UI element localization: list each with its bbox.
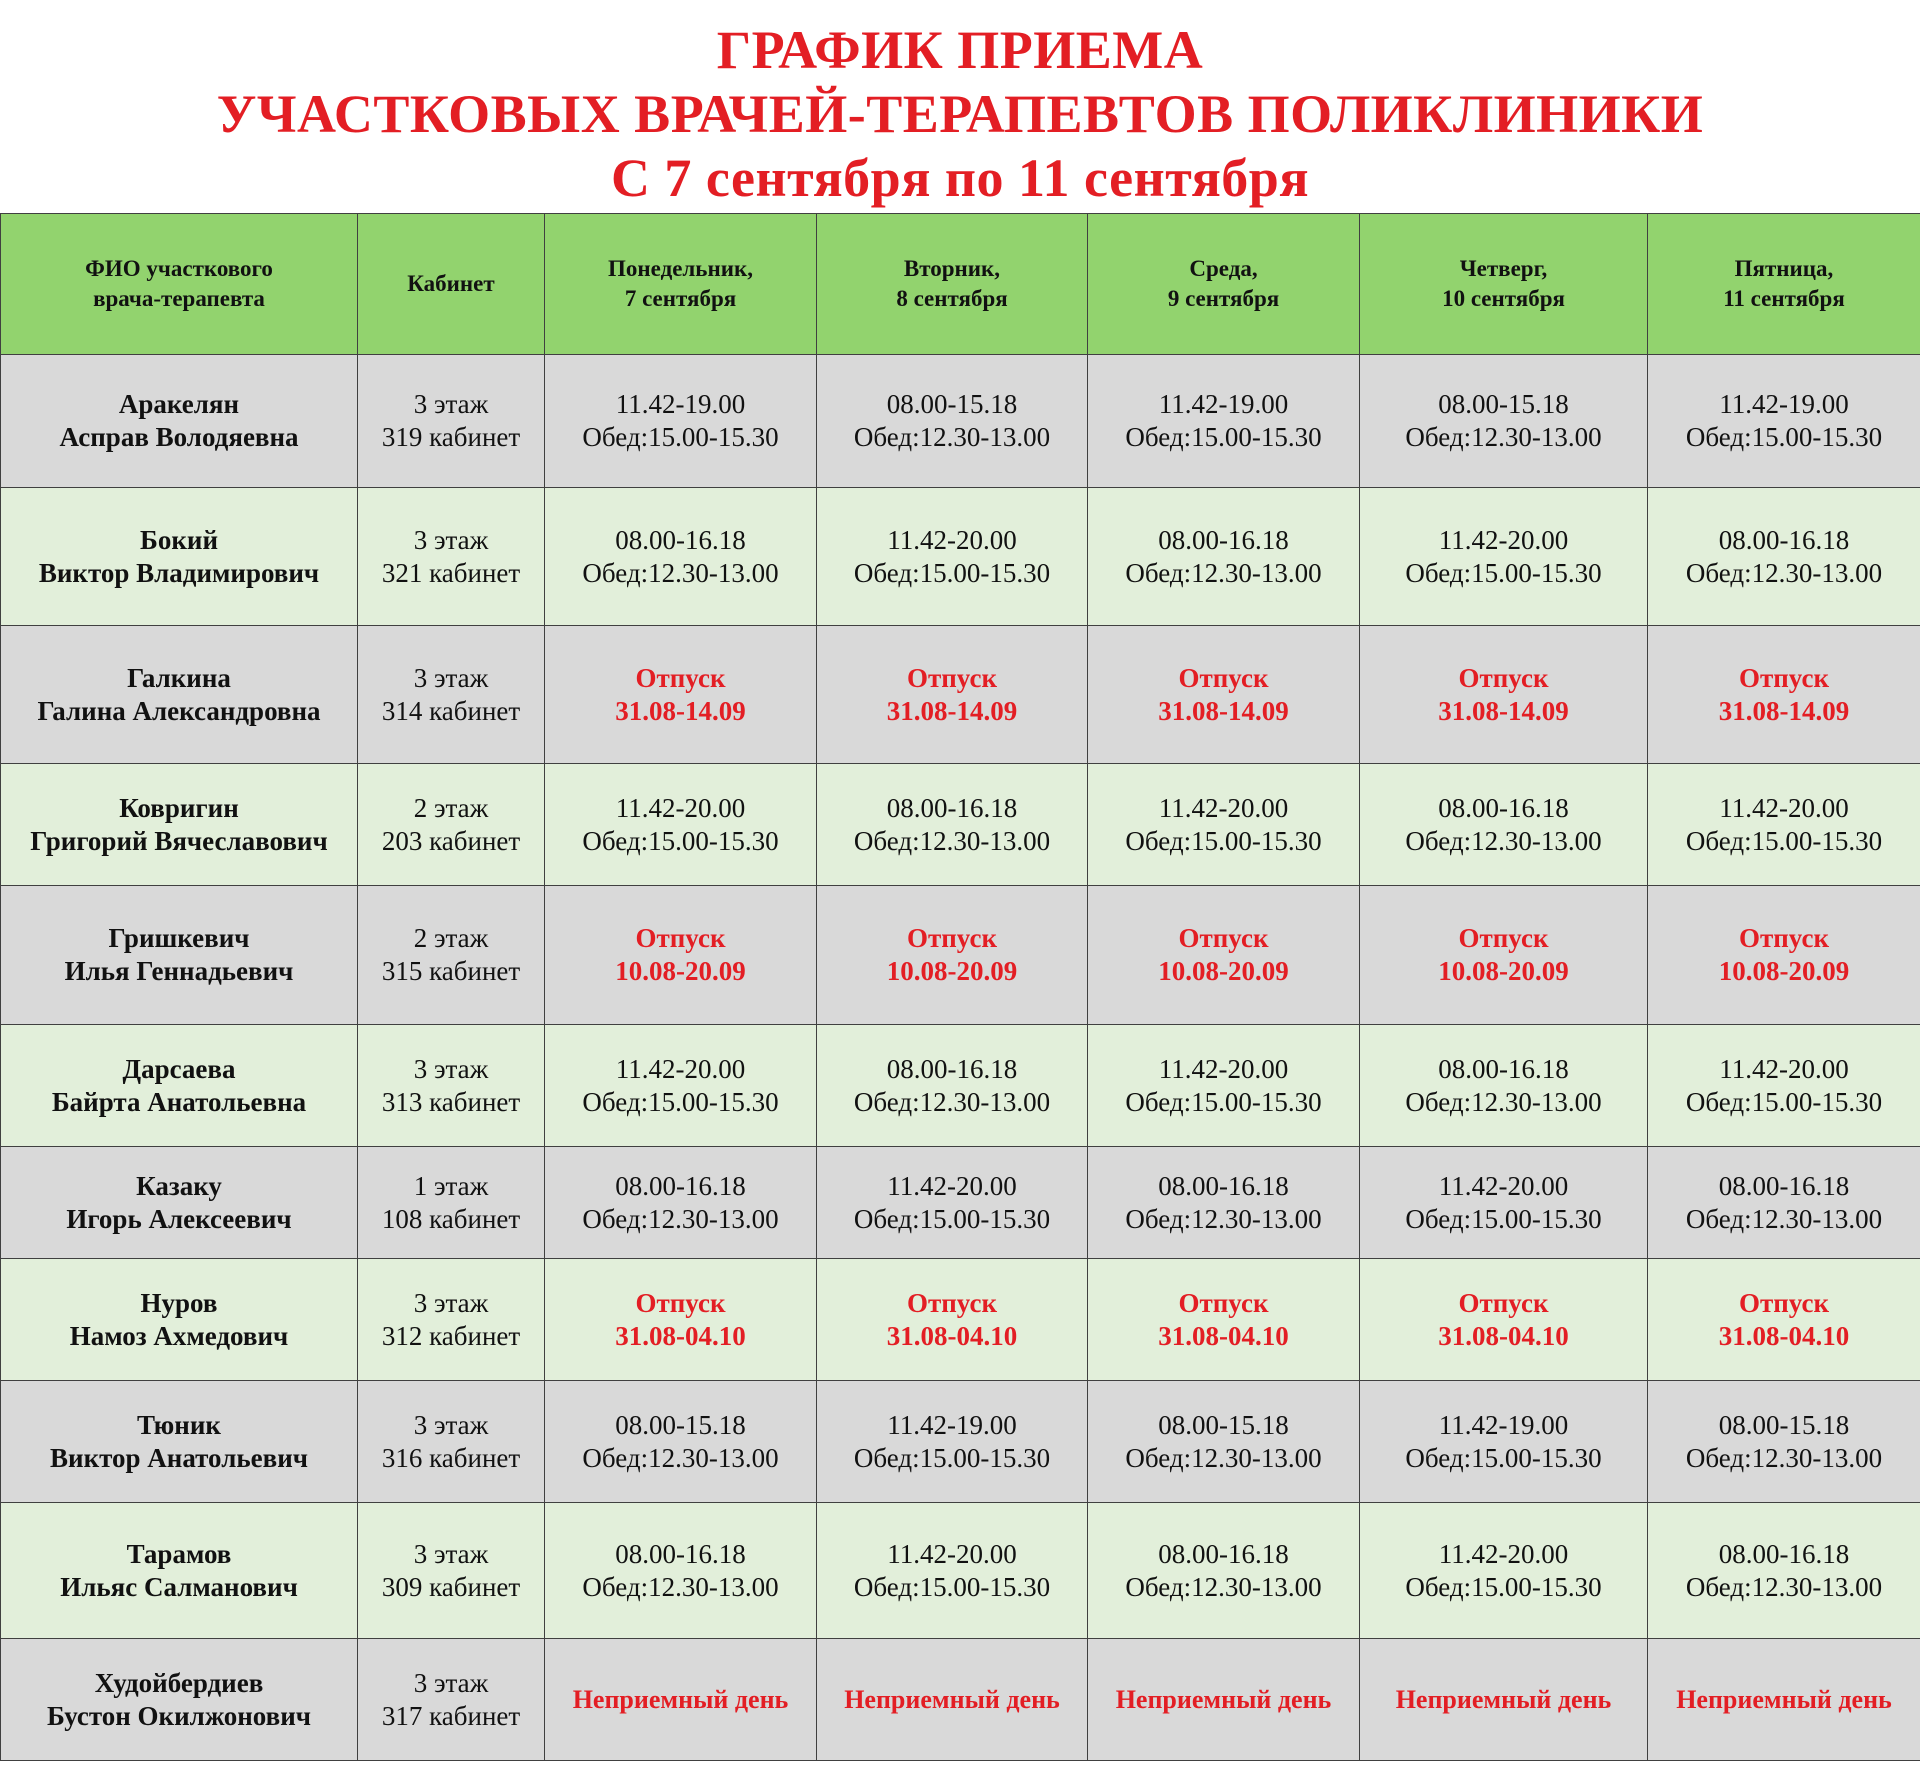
schedule-cell <box>817 1259 1088 1381</box>
schedule-cell <box>1088 1259 1360 1381</box>
schedule-text: Неприемный день <box>572 1685 789 1714</box>
schedule-cell <box>1360 355 1648 488</box>
header-text: врача-терапевта <box>93 286 265 311</box>
schedule-text: 31.08-14.09 <box>886 695 1018 726</box>
room-text: 108 кабинет <box>381 1203 521 1234</box>
schedule-text: Обед:12.30-13.00 <box>582 1571 779 1602</box>
room-text: 203 кабинет <box>381 825 521 856</box>
schedule-cell <box>1648 1381 1920 1503</box>
schedule-text: 11.42-20.00 <box>1438 524 1569 555</box>
room-cell <box>358 1381 545 1503</box>
doctor-name-cell <box>1 1639 358 1761</box>
room-text: 314 кабинет <box>381 695 521 726</box>
schedule-text: Обед:15.00-15.30 <box>1405 1442 1602 1473</box>
schedule-text: 11.42-19.00 <box>1158 389 1289 419</box>
schedule-cell <box>817 488 1088 626</box>
schedule-cell <box>1648 1147 1920 1259</box>
header-text: 10 сентября <box>1442 286 1565 311</box>
schedule-text: 11.42-20.00 <box>1158 1053 1289 1084</box>
header-text: 8 сентября <box>896 286 1008 311</box>
doctor-name-text: Ковригин <box>119 792 239 823</box>
schedule-text: Обед:15.00-15.30 <box>853 1571 1051 1602</box>
schedule-text: Обед:15.00-15.30 <box>1405 1571 1602 1602</box>
schedule-text: 11.42-20.00 <box>615 1053 746 1084</box>
schedule-text: Обед:12.30-13.00 <box>1125 1571 1322 1602</box>
room-text: 3 этаж <box>413 1053 489 1084</box>
schedule-text: Обед:15.00-15.30 <box>1125 825 1322 856</box>
schedule-text: 31.08-04.10 <box>1438 1320 1569 1351</box>
table-row <box>1 488 1920 626</box>
schedule-text: Отпуск <box>1738 923 1830 953</box>
schedule-text: 11.42-20.00 <box>887 1538 1017 1569</box>
header-text: Четверг, <box>1459 256 1548 281</box>
room-text: 1 этаж <box>413 1170 489 1201</box>
schedule-text: Обед:15.00-15.30 <box>1685 825 1883 856</box>
doctor-name-text: Асправ Володяевна <box>59 422 299 452</box>
schedule-text: Обед:12.30-13.00 <box>853 1086 1051 1117</box>
schedule-text: 08.00-16.18 <box>1158 1538 1289 1569</box>
schedule-cell <box>1360 626 1648 764</box>
schedule-text: 10.08-20.09 <box>1718 956 1850 986</box>
room-text: 3 этаж <box>413 1667 489 1698</box>
schedule-cell <box>1648 488 1920 626</box>
header-friday <box>1648 214 1920 355</box>
schedule-text: 08.00-15.18 <box>615 1409 746 1440</box>
doctor-name-text: Виктор Анатольевич <box>50 1442 308 1473</box>
doctor-name-text: Григорий Вячеславович <box>30 825 328 856</box>
schedule-text: 08.00-16.18 <box>615 524 746 555</box>
schedule-text: Обед:12.30-13.00 <box>1685 557 1883 588</box>
schedule-cell <box>817 764 1088 886</box>
schedule-text: 08.00-16.18 <box>1718 1538 1850 1569</box>
schedule-text: 31.08-14.09 <box>1718 695 1850 726</box>
schedule-text: Обед:15.00-15.30 <box>1125 1086 1322 1117</box>
date-range: С 7 сентября по 11 сентября <box>610 148 1310 208</box>
doctor-name-cell <box>1 626 358 764</box>
schedule-text: 11.42-19.00 <box>1719 389 1849 419</box>
room-cell <box>358 764 545 886</box>
page-title: ГРАФИК ПРИЕМА <box>716 20 1204 80</box>
schedule-text: Отпуск <box>1458 1287 1549 1318</box>
doctor-name-text: Бокий <box>139 524 219 555</box>
schedule-cell <box>817 355 1088 488</box>
doctor-name-text: Намоз Ахмедович <box>69 1320 289 1351</box>
room-cell <box>358 1025 545 1147</box>
schedule-text: Обед:15.00-15.30 <box>1685 422 1883 452</box>
doctor-name-text: Казаку <box>136 1170 222 1201</box>
table-row <box>1 1503 1920 1639</box>
schedule-text: Обед:12.30-13.00 <box>1405 1086 1602 1117</box>
schedule-text: 31.08-14.09 <box>615 695 746 726</box>
schedule-text: 08.00-16.18 <box>1718 524 1850 555</box>
doctor-name-cell <box>1 764 358 886</box>
schedule-cell <box>1360 1639 1648 1761</box>
header-text: Кабинет <box>407 271 495 296</box>
schedule-cell <box>1648 1503 1920 1639</box>
room-text: 3 этаж <box>413 1287 489 1318</box>
title-block <box>0 0 1920 210</box>
schedule-text: Обед:12.30-13.00 <box>853 825 1051 856</box>
table-row <box>1 1147 1920 1259</box>
table-row <box>1 1381 1920 1503</box>
header-row <box>1 214 1920 355</box>
table-body <box>1 355 1920 1761</box>
schedule-text: 31.08-04.10 <box>1158 1320 1289 1351</box>
doctor-name-text: Ильяс Салманович <box>60 1571 298 1602</box>
schedule-text: Отпуск <box>906 1287 998 1318</box>
room-text: 2 этаж <box>413 923 489 953</box>
schedule-text: Неприемный день <box>1395 1685 1612 1714</box>
doctor-name-text: Байрта Анатольевна <box>51 1086 307 1117</box>
schedule-cell <box>1360 1503 1648 1639</box>
room-text: 317 кабинет <box>381 1700 521 1731</box>
doctor-name-text: Илья Геннадьевич <box>64 956 294 986</box>
room-text: 309 кабинет <box>381 1571 521 1602</box>
schedule-text: 11.42-20.00 <box>1719 792 1849 823</box>
schedule-text: Обед:15.00-15.30 <box>1405 1203 1602 1234</box>
room-text: 321 кабинет <box>381 557 521 588</box>
schedule-text: 10.08-20.09 <box>1158 956 1289 986</box>
table-row <box>1 1259 1920 1381</box>
doctor-name-cell <box>1 1503 358 1639</box>
schedule-cell <box>1360 886 1648 1025</box>
doctor-name-cell <box>1 1259 358 1381</box>
schedule-cell <box>545 1259 817 1381</box>
room-text: 3 этаж <box>413 524 489 555</box>
doctor-name-text: Галкина <box>127 662 231 693</box>
schedule-cell <box>1088 1025 1360 1147</box>
doctor-name-text: Тюник <box>137 1409 221 1440</box>
doctor-name-text: Бустон Окилжонович <box>47 1700 311 1731</box>
schedule-text: Обед:12.30-13.00 <box>582 557 779 588</box>
schedule-cell <box>1088 886 1360 1025</box>
room-text: 316 кабинет <box>381 1442 521 1473</box>
schedule-cell <box>1360 1147 1648 1259</box>
schedule-cell <box>1088 626 1360 764</box>
schedule-cell <box>1648 626 1920 764</box>
doctor-name-text: Виктор Владимирович <box>38 557 320 588</box>
schedule-text: 31.08-14.09 <box>1438 695 1569 726</box>
room-text: 3 этаж <box>413 389 489 419</box>
schedule-text: Обед:15.00-15.30 <box>853 1203 1051 1234</box>
schedule-text: Обед:12.30-13.00 <box>1125 557 1322 588</box>
schedule-cell <box>1360 764 1648 886</box>
doctor-name-text: Худойбердиев <box>94 1667 264 1698</box>
schedule-cell <box>817 1025 1088 1147</box>
header-text: 11 сентября <box>1723 286 1845 311</box>
room-text: 3 этаж <box>413 662 489 693</box>
schedule-text: 31.08-04.10 <box>1718 1320 1850 1351</box>
schedule-cell <box>545 1381 817 1503</box>
schedule-cell <box>1360 488 1648 626</box>
table-row <box>1 1025 1920 1147</box>
page-subtitle: УЧАСТКОВЫХ ВРАЧЕЙ-ТЕРАПЕВТОВ ПОЛИКЛИНИКИ <box>216 84 1704 144</box>
schedule-cell <box>1648 886 1920 1025</box>
room-text: 319 кабинет <box>381 422 521 452</box>
room-text: 312 кабинет <box>381 1320 521 1351</box>
schedule-text: 11.42-20.00 <box>1158 792 1289 823</box>
doctor-name-cell <box>1 1025 358 1147</box>
schedule-cell <box>817 1381 1088 1503</box>
schedule-cell <box>817 1503 1088 1639</box>
schedule-text: Обед:15.00-15.30 <box>853 1442 1051 1473</box>
schedule-text: Обед:15.00-15.30 <box>582 422 779 452</box>
schedule-text: 08.00-16.18 <box>886 792 1018 823</box>
schedule-text: Отпуск <box>1738 662 1830 693</box>
schedule-text: Неприемный день <box>844 1685 1060 1714</box>
room-cell <box>358 1503 545 1639</box>
schedule-text: 31.08-04.10 <box>886 1320 1018 1351</box>
schedule-cell <box>1088 355 1360 488</box>
room-cell <box>358 1147 545 1259</box>
doctor-name-cell <box>1 1381 358 1503</box>
schedule-text: Обед:15.00-15.30 <box>582 825 779 856</box>
schedule-cell <box>1360 1259 1648 1381</box>
header-text: 9 сентября <box>1167 286 1280 311</box>
header-text: Вторник, <box>903 256 1001 281</box>
doctor-name-cell <box>1 355 358 488</box>
doctor-name-cell <box>1 886 358 1025</box>
schedule-cell <box>1648 1259 1920 1381</box>
schedule-text: Отпуск <box>1458 923 1549 953</box>
schedule-text: 08.00-16.18 <box>1438 792 1569 823</box>
room-cell <box>358 355 545 488</box>
schedule-text: 10.08-20.09 <box>615 956 746 986</box>
schedule-text: Отпуск <box>906 923 998 953</box>
schedule-cell <box>1088 1639 1360 1761</box>
doctor-name-text: Игорь Алексеевич <box>66 1203 292 1234</box>
schedule-text: Обед:15.00-15.30 <box>853 557 1051 588</box>
schedule-table <box>0 213 1920 1761</box>
room-cell <box>358 1639 545 1761</box>
schedule-cell <box>817 1147 1088 1259</box>
schedule-cell <box>1088 488 1360 626</box>
schedule-cell <box>1088 1503 1360 1639</box>
schedule-text: Обед:15.00-15.30 <box>1685 1086 1883 1117</box>
schedule-text: Обед:12.30-13.00 <box>1685 1571 1883 1602</box>
schedule-text: Обед:12.30-13.00 <box>853 422 1051 452</box>
header-text: Среда, <box>1189 256 1258 281</box>
schedule-text: 10.08-20.09 <box>886 956 1018 986</box>
table-row <box>1 355 1920 488</box>
schedule-cell <box>1360 1381 1648 1503</box>
schedule-text: Неприемный день <box>1115 1685 1332 1714</box>
schedule-text: Обед:12.30-13.00 <box>1685 1203 1883 1234</box>
doctor-name-text: Тарамов <box>126 1538 232 1569</box>
schedule-text: 08.00-16.18 <box>1158 524 1289 555</box>
room-cell <box>358 488 545 626</box>
schedule-text: Неприемный день <box>1676 1685 1892 1714</box>
schedule-text: Обед:15.00-15.30 <box>582 1086 779 1117</box>
room-text: 313 кабинет <box>381 1086 521 1117</box>
schedule-text: 11.42-20.00 <box>887 524 1017 555</box>
schedule-cell <box>545 1025 817 1147</box>
header-doctor-name <box>1 214 358 355</box>
schedule-text: Обед:12.30-13.00 <box>582 1442 779 1473</box>
schedule-cell <box>1648 1639 1920 1761</box>
schedule-text: 11.42-19.00 <box>887 1409 1017 1440</box>
header-room <box>358 214 545 355</box>
schedule-text: 08.00-15.18 <box>1718 1409 1850 1440</box>
room-cell <box>358 886 545 1025</box>
schedule-text: Обед:12.30-13.00 <box>1125 1442 1322 1473</box>
schedule-cell <box>1648 1025 1920 1147</box>
schedule-text: Отпуск <box>635 1287 726 1318</box>
schedule-cell <box>545 488 817 626</box>
schedule-text: 11.42-20.00 <box>1719 1053 1849 1084</box>
header-text: 7 сентября <box>624 286 737 311</box>
schedule-cell <box>1088 1147 1360 1259</box>
schedule-text: Обед:12.30-13.00 <box>1405 422 1602 452</box>
schedule-text: Обед:12.30-13.00 <box>1125 1203 1322 1234</box>
schedule-cell <box>545 1503 817 1639</box>
schedule-text: 11.42-19.00 <box>615 389 746 419</box>
schedule-cell <box>1648 355 1920 488</box>
schedule-text: 08.00-16.18 <box>886 1053 1018 1084</box>
schedule-text: Обед:15.00-15.30 <box>1125 422 1322 452</box>
schedule-text: 08.00-15.18 <box>886 389 1018 419</box>
doctor-name-cell <box>1 1147 358 1259</box>
room-text: 315 кабинет <box>381 956 521 986</box>
schedule-cell <box>545 886 817 1025</box>
schedule-text: 11.42-20.00 <box>1438 1170 1569 1201</box>
doctor-name-text: Аракелян <box>118 389 240 419</box>
schedule-text: Отпуск <box>906 662 998 693</box>
schedule-text: 08.00-16.18 <box>1718 1170 1850 1201</box>
header-text: Пятница, <box>1734 256 1834 281</box>
doctor-name-text: Дарсаева <box>122 1053 236 1084</box>
doctor-name-text: Галина Александровна <box>37 695 321 726</box>
room-cell <box>358 1259 545 1381</box>
schedule-cell <box>545 764 817 886</box>
schedule-text: 11.42-20.00 <box>887 1170 1017 1201</box>
header-wednesday <box>1088 214 1360 355</box>
room-text: 3 этаж <box>413 1409 489 1440</box>
room-text: 3 этаж <box>413 1538 489 1569</box>
schedule-text: Отпуск <box>1178 1287 1269 1318</box>
header-monday <box>545 214 817 355</box>
schedule-text: 11.42-19.00 <box>1438 1409 1569 1440</box>
schedule-text: Обед:12.30-13.00 <box>1405 825 1602 856</box>
schedule-text: 08.00-15.18 <box>1158 1409 1289 1440</box>
room-cell <box>358 626 545 764</box>
doctor-name-text: Гришкевич <box>108 923 250 953</box>
schedule-text: 08.00-16.18 <box>615 1170 746 1201</box>
room-text: 2 этаж <box>413 792 489 823</box>
table-row <box>1 886 1920 1025</box>
schedule-cell <box>545 1639 817 1761</box>
schedule-text: 10.08-20.09 <box>1438 956 1569 986</box>
table-row <box>1 1639 1920 1761</box>
header-text: Понедельник, <box>608 256 753 281</box>
schedule-text: 08.00-16.18 <box>615 1538 746 1569</box>
header-tuesday <box>817 214 1088 355</box>
schedule-cell <box>817 886 1088 1025</box>
schedule-text: Отпуск <box>635 923 726 953</box>
schedule-cell <box>1648 764 1920 886</box>
schedule-text: Отпуск <box>635 662 726 693</box>
schedule-cell <box>1360 1025 1648 1147</box>
schedule-text: Отпуск <box>1178 662 1269 693</box>
header-thursday <box>1360 214 1648 355</box>
table-row <box>1 626 1920 764</box>
schedule-cell <box>1088 1381 1360 1503</box>
schedule-text: 11.42-20.00 <box>1438 1538 1569 1569</box>
schedule-cell <box>817 1639 1088 1761</box>
schedule-text: 11.42-20.00 <box>615 792 746 823</box>
schedule-cell <box>817 626 1088 764</box>
schedule-text: Обед:15.00-15.30 <box>1405 557 1602 588</box>
doctor-name-cell <box>1 488 358 626</box>
schedule-text: 08.00-16.18 <box>1158 1170 1289 1201</box>
header-text: ФИО участкового <box>85 256 273 281</box>
schedule-text: Обед:12.30-13.00 <box>582 1203 779 1234</box>
schedule-cell <box>545 355 817 488</box>
schedule-text: Отпуск <box>1178 923 1269 953</box>
schedule-text: 08.00-16.18 <box>1438 1053 1569 1084</box>
schedule-text: Отпуск <box>1458 662 1549 693</box>
schedule-text: 31.08-04.10 <box>615 1320 746 1351</box>
schedule-text: Отпуск <box>1738 1287 1830 1318</box>
schedule-cell <box>545 626 817 764</box>
table-row <box>1 764 1920 886</box>
schedule-cell <box>545 1147 817 1259</box>
schedule-text: 08.00-15.18 <box>1438 389 1569 419</box>
schedule-text: Обед:12.30-13.00 <box>1685 1442 1883 1473</box>
schedule-cell <box>1088 764 1360 886</box>
schedule-text: 31.08-14.09 <box>1158 695 1289 726</box>
doctor-name-text: Нуров <box>140 1287 218 1318</box>
